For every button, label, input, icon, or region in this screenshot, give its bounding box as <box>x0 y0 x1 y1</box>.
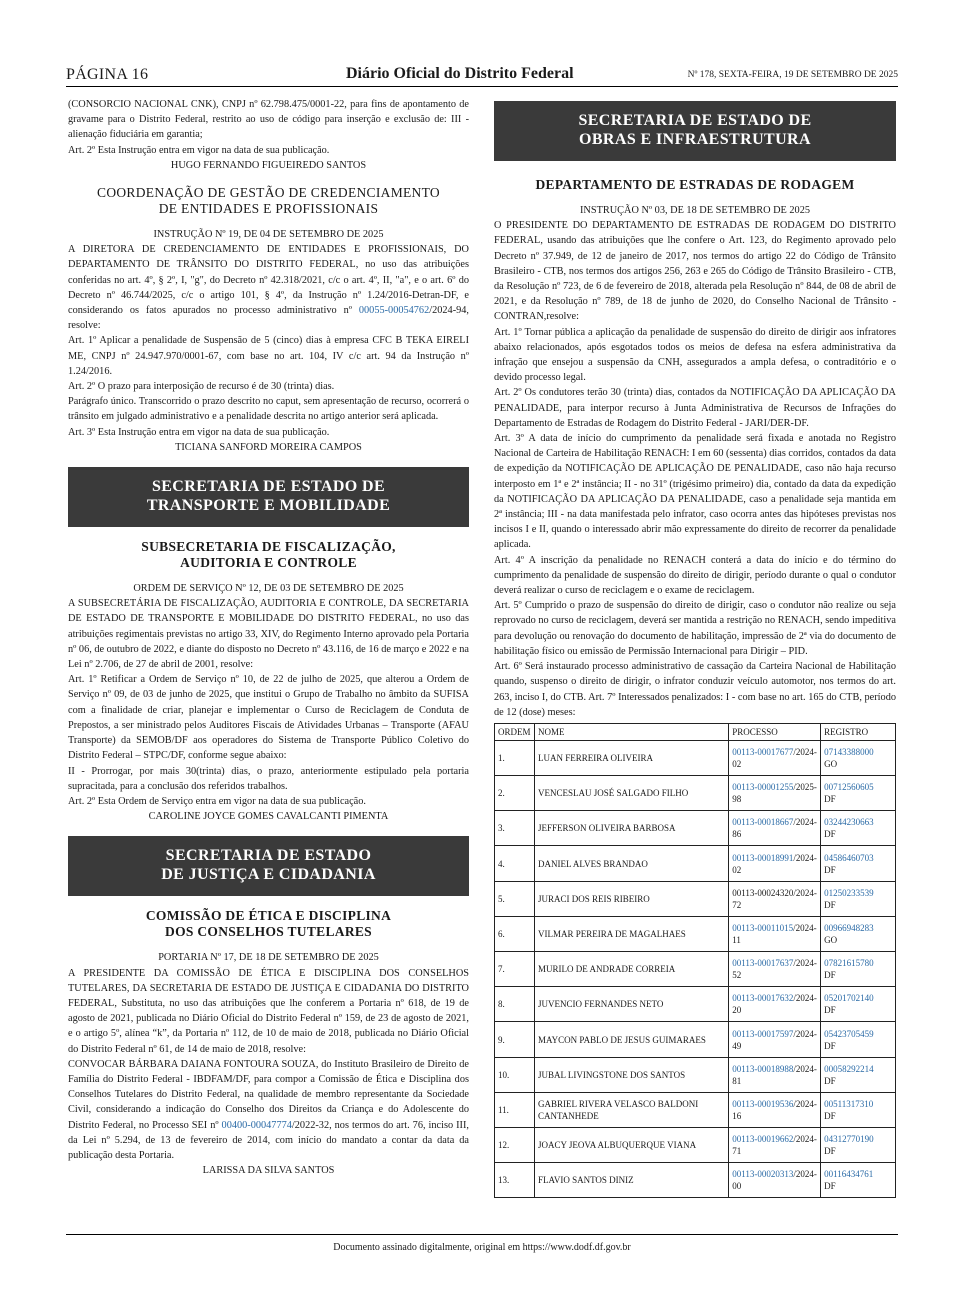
registry-cell: 00966948283 GO <box>821 916 896 951</box>
name-cell: MURILO DE ANDRADE CORREIA <box>534 952 728 987</box>
table-row <box>495 811 896 846</box>
name-cell: LUAN FERREIRA OLIVEIRA <box>534 740 728 775</box>
column-header: NOME <box>534 723 728 740</box>
registry-cell: 00116434761 DF <box>821 1163 896 1198</box>
page-header <box>66 64 898 87</box>
process-link[interactable]: 00113-00001255 <box>732 782 794 793</box>
table-header-row <box>495 723 896 740</box>
name-cell: VILMAR PEREIRA DE MAGALHAES <box>534 916 728 951</box>
process-cell: 00113-00019662/2024-71 <box>729 1127 821 1162</box>
order-cell: 9. <box>495 1022 535 1057</box>
registry-cell: 00058292214 DF <box>821 1057 896 1092</box>
order-cell: 2. <box>495 776 535 811</box>
column-header: ORDEM <box>495 723 535 740</box>
act-paragraph: CONVOCAR BÁRBARA DAIANA FONTOURA SOUZA, do Instituto Brasileiro de Direito de Família do Distrito Federal - IBDFAM/DF, para compor a Comissão de Ética e Disciplina dos Conselhos Tutelares do Distrito Federal, na qualidade de membro representante da Sociedade Civil, considerando a indicação do Conselho dos Direitos da Criança e do Adolescente do Distrito Federal, no Processo SEI nº 00400-00047774/2022-32, nos termos do art. 76, inciso III, da Lei nº 5.294, de 13 de fevereiro de 2014, com início do mandato a contar da data da publicação desta Portaria. <box>68 1058 469 1161</box>
registry-cell: 04312770190 DF <box>821 1127 896 1162</box>
registry-link[interactable]: 04312770190 <box>824 1134 874 1145</box>
process-link[interactable]: 00113-00017597 <box>732 1028 794 1039</box>
secretariat-banner-transporte: SECRETARIA DE ESTADO DE TRANSPORTE E MOBILIDADE <box>68 467 469 527</box>
registry-link[interactable]: 00058292214 <box>824 1063 874 1074</box>
intro-article: Art. 2º Esta Instrução entra em vigor na data de sua publicação. <box>68 144 330 156</box>
process-link[interactable]: 00113-00019536 <box>732 1098 794 1109</box>
column-header: PROCESSO <box>729 723 821 740</box>
registry-link[interactable]: 00116434761 <box>824 1169 874 1180</box>
page-number: PÁGINA 16 <box>66 66 149 83</box>
process-link[interactable]: 00113-00017637 <box>732 958 794 969</box>
process-link[interactable]: 00055-00054762 <box>358 305 430 317</box>
process-link[interactable]: 00113-00017632 <box>732 993 794 1004</box>
registry-cell: 00712560605 DF <box>821 776 896 811</box>
process-cell: 00113-00018988/2024-81 <box>729 1057 821 1092</box>
section-heading-coordenacao: COORDENAÇÃO DE GESTÃO DE CREDENCIAMENTO DE ENTIDADES E PROFISSIONAIS <box>97 185 440 217</box>
process-cell: 00113-00018667/2024-86 <box>729 811 821 846</box>
table-row <box>495 846 896 881</box>
table-row <box>495 1092 896 1127</box>
order-cell: 6. <box>495 916 535 951</box>
act-paragraph: Art. 3º Esta Instrução entra em vigor na data de sua publicação. <box>68 426 330 438</box>
table-row <box>495 1127 896 1162</box>
process-link[interactable]: 00400-00047774 <box>221 1119 292 1131</box>
table-row <box>495 881 896 916</box>
table-row <box>495 1163 896 1198</box>
act-paragraph: A PRESIDENTE DA COMISSÃO DE ÉTICA E DISCIPLINA DOS CONSELHOS TUTELARES, DA SECRETARIA DE ESTADO DE JUSTIÇA E CIDADANIA DO DISTRITO FEDERAL, Substituta, no uso das atribuições que lhe conferem a Portaria nº 618, de 19 de agosto de 2021, publicada no Diário Oficial do Distrito Federal nº 159, de 23 de agosto de 2021, e o artigo 5º, alínea “k”, da Portaria nº 112, de 10 de maio de 2018, publicada no Diário Oficial do Distrito Federal nº 61, de 14 de maio de 2018, resolve: <box>68 967 469 1055</box>
registry-cell: 04586460703 DF <box>821 846 896 881</box>
registry-link[interactable]: 01250233539 <box>824 887 874 898</box>
act-paragraph: II - Prorrogar, por mais 30(trinta) dias, o prazo, anteriormente estipulado pela portaria supracitada, para a conclusão dos referidos trabalhos. <box>68 765 469 792</box>
table-row <box>495 916 896 951</box>
process-link[interactable]: 00113-00018991 <box>732 852 794 863</box>
name-cell: DANIEL ALVES BRANDAO <box>534 846 728 881</box>
order-cell: 4. <box>495 846 535 881</box>
table-row <box>495 1057 896 1092</box>
name-cell: FLAVIO SANTOS DINIZ <box>534 1163 728 1198</box>
registry-cell: 05423705459 DF <box>821 1022 896 1057</box>
registry-cell: 03244230663 DF <box>821 811 896 846</box>
act-paragraph: Art. 3º A data de início do cumprimento da penalidade será fixada e anotada no Registro Nacional de Carteira de Habilitação RENACH: I em 60 (sessenta) dias corridos, contados da data de expedição da NOTIFICAÇÃO DE APLICAÇÃO DE PENALIDADE, caso não haja recurso interposto em 1ª e 2ª instância; II - no 31º (trigésimo primeiro) dia, contado da data da expedição da NOTIFICAÇÃO DA APLICAÇÃO DA PENALIDADE, caso a penalidade seja mantida em 2ª instância; III - na data manifestada pelo infrator, caso ocorra antes das hipóteses previstas nos incisos I e II, quando o interessado abrir mão expressamente do direito de recorrer da penalidade aplicada. <box>494 433 896 551</box>
act-paragraph: Art. 1º Aplicar a penalidade de Suspensão de 5 (cinco) dias à empresa CFC B TEKA EIRELI ME, CNPJ nº 24.947.970/0001-67, com base no art. 104, IV c/c art. 94 da Instrução nº 1.24/2016. <box>68 335 469 377</box>
act-paragraph: O PRESIDENTE DO DEPARTAMENTO DE ESTRADAS DE RODAGEM DO DISTRITO FEDERAL, usando das atribuições que lhe confere o Art. 123, do Regimento aprovado pelo Decreto nº 37.949, de 12 de janeiro de 2017, nos termos do artigo 22 do Código de Trânsito Brasileiro - CTB, nos termos dos artigos 256, 263 e 265 do Código de Trânsito Brasileiro - CTB, da Resolução nº 723, de 6 de fevereiro de 2018, alterada pela Resolução nº 844, de 08 de abril de 2021, e da Resolução nº 789, de 18 de junho de 2020, do Conselho Nacional de Trânsito - CONTRAN,resolve: <box>494 220 896 323</box>
order-cell: 10. <box>495 1057 535 1092</box>
act-title: PORTARIA Nº 17, DE 18 DE SETEMBRO DE 2025 <box>158 952 379 964</box>
intro-paragraph: (CONSORCIO NACIONAL CNK), CNPJ nº 62.798.475/0001-22, para fins de apontamento de gravame para o Distrito Federal, restrito ao uso de código para inserção e exclusão de: III - alienação fiduciária em garantia; <box>68 99 469 141</box>
section-heading-comissao: COMISSÃO DE ÉTICA E DISCIPLINA DOS CONSELHOS TUTELARES <box>145 908 392 940</box>
registry-cell: 05201702140 DF <box>821 987 896 1022</box>
registry-cell: 07143388000 GO <box>821 740 896 775</box>
act-paragraph: Parágrafo único. Transcorrido o prazo descrito no caput, sem apresentação de recurso, ocorrerá o trânsito em julgado administrativo e a penalidade descrita no artigo anterior será aplicada. <box>68 396 469 423</box>
process-cell: 00113-00018991/2024-02 <box>729 846 821 881</box>
secretariat-banner-justica: SECRETARIA DE ESTADO DE JUSTIÇA E CIDADANIA <box>68 836 469 896</box>
name-cell: JUVENCIO FERNANDES NETO <box>534 987 728 1022</box>
registry-cell: 01250233539 DF <box>821 881 896 916</box>
act-paragraph: Art. 4º A inscrição da penalidade no RENACH conterá a data do início e do término do cumprimento da penalidade de suspensão do direito de dirigir, período durante o qual o condutor deverá realizar o curso de reciclagem e o exame de reciclagem. <box>494 554 896 597</box>
order-cell: 7. <box>495 952 535 987</box>
penalized-table <box>494 723 896 1198</box>
name-cell: JUBAL LIVINGSTONE DOS SANTOS <box>534 1057 728 1092</box>
act-title: INSTRUÇÃO Nº 03, DE 18 DE SETEMBRO DE 2025 <box>579 205 810 216</box>
act-paragraph: Art. 2º O prazo para interposição de recurso é de 30 (trinta) dias. <box>68 381 335 393</box>
name-cell: VENCESLAU JOSÉ SALGADO FILHO <box>534 776 728 811</box>
secretariat-banner-obras: SECRETARIA DE ESTADO DE OBRAS E INFRAESTRUTURA <box>494 101 896 161</box>
registry-link[interactable]: 05201702140 <box>824 993 874 1004</box>
name-cell: JEFFERSON OLIVEIRA BARBOSA <box>534 811 728 846</box>
registry-link[interactable]: 07821615780 <box>824 958 874 969</box>
act-title: ORDEM DE SERVIÇO Nº 12, DE 03 DE SETEMBRO DE 2025 <box>133 583 404 595</box>
name-cell: JURACI DOS REIS RIBEIRO <box>534 881 728 916</box>
process-cell: 00113-00024320/2024-72 <box>729 881 821 916</box>
column-header: REGISTRO <box>821 723 896 740</box>
process-cell: 00113-00017637/2024-52 <box>729 952 821 987</box>
act-paragraph: Art. 1º Retificar a Ordem de Serviço nº 10, de 22 de julho de 2025, que alterou a Ordem de Serviço nº 09, de 03 de junho de 2025, que institui o Grupo de Trabalho no âmbito da SUFISA com a finalidade de criar, planejar e implementar o Curso de Reciclagem de Conduta de Prepostos, a ser ministrado pelos Auditores Fiscais de Atividades Urbanas – Transporte (AFAU Transporte) da SEMOB/DF aos operadores do Sistema de Transporte Público Coletivo do Distrito Federal – STPC/DF, conforme segue abaixo: <box>68 674 469 762</box>
act-paragraph: A DIRETORA DE CREDENCIAMENTO DE ENTIDADES E PROFISSIONAIS, DO DEPARTAMENTO DE TRÂNSITO DO DISTRITO FEDERAL, no uso das atribuições conferidas no art. 4º, § 2º, I, "g", do Decreto nº 42.318/2021, c/c o art. 4º, II, "a", e o art. 6º do Decreto nº 46.744/2025, c/c o artigo 101, § 4º, da Instrução nº 1.24/2016-Detran-DF, e considerando os fatos apurados no processo administrativo nº 00055-00054762/2024-94, resolve: <box>68 244 469 332</box>
process-link[interactable]: 00113-00018988 <box>732 1063 794 1074</box>
table-row <box>495 776 896 811</box>
registry-cell: 00511317310 DF <box>821 1092 896 1127</box>
process-link[interactable]: 00113-00020313 <box>732 1169 794 1180</box>
page-footer <box>66 1234 898 1253</box>
name-cell: GABRIEL RIVERA VELASCO BALDONI CANTANHEDE <box>534 1092 728 1127</box>
process-cell: 00113-00020313/2024-00 <box>729 1163 821 1198</box>
table-row <box>495 987 896 1022</box>
registry-link[interactable]: 07143388000 <box>824 747 874 757</box>
footer-note: Documento assinado digitalmente, original em https://www.dodf.df.gov.br <box>333 1242 631 1253</box>
publication-title: Diário Oficial do Distrito Federal <box>346 65 574 82</box>
act-paragraph: A SUBSECRETÁRIA DE FISCALIZAÇÃO, AUDITORIA E CONTROLE, DA SECRETARIA DE ESTADO DE TRANSPORTE E MOBILIDADE DO DISTRITO FEDERAL, no uso das atribuições regimentais previstas no artigo 33, XIV, do Regimento Interno aprovado pela Portaria nº 06, de outubro de 2022, e diante do disposto no Decreto nº 43.116, de 16 de março e 2022 e na Lei nº 2.706, de 27 de abril de 2001, resolve: <box>68 598 469 671</box>
act-paragraph: Art. 2º Os condutores terão 30 (trinta) dias, contados da NOTIFICAÇÃO DA APLICAÇÃO DA PENALIDADE, para interpor recurso à Junta Administrativa de Recursos de Infrações do Departamento de Estradas de Rodagem do Distrito Federal - JARI/DER-DF. <box>494 387 896 429</box>
process-link[interactable]: 00113-00017677 <box>732 747 794 757</box>
table-row <box>495 1022 896 1057</box>
process-cell: 00113-00017677/2024-02 <box>729 740 821 775</box>
order-cell: 13. <box>495 1163 535 1198</box>
name-cell: MAYCON PABLO DE JESUS GUIMARAES <box>534 1022 728 1057</box>
process-cell: 00113-00011015/2024-11 <box>729 916 821 951</box>
table-row <box>495 952 896 987</box>
registry-link[interactable]: 00511317310 <box>824 1098 874 1109</box>
registry-link[interactable]: 04586460703 <box>824 852 874 863</box>
process-cell: 00113-00001255/2025-98 <box>729 776 821 811</box>
left-column <box>68 97 469 1178</box>
act-paragraph: Art. 6º Será instaurado processo administrativo de cassação da Carteira Nacional de Habilitação quando, suspenso o direito de dirigir, o infrator conduzir veículo automotor, nos termos do art. 263, inciso I, do CTB. Art. 7º Interessados penalizados: I - com base no art. 165 do CTB, período de 12 (dose) meses: <box>494 661 896 718</box>
process-link[interactable]: 00113-00011015 <box>732 922 794 933</box>
edition-info: Nº 178, SEXTA-FEIRA, 19 DE SETEMBRO DE 2025 <box>687 70 898 80</box>
registry-link[interactable]: 00712560605 <box>824 782 874 793</box>
order-cell: 11. <box>495 1092 535 1127</box>
name-cell: JOACY JEOVA ALBUQUERQUE VIANA <box>534 1127 728 1162</box>
process-cell: 00113-00017597/2024-49 <box>729 1022 821 1057</box>
process-link[interactable]: 00113-00018667 <box>732 817 794 828</box>
signature: LARISSA DA SILVA SANTOS <box>202 1165 335 1177</box>
process-cell: 00113-00017632/2024-20 <box>729 987 821 1022</box>
order-cell: 12. <box>495 1127 535 1162</box>
registry-cell: 07821615780 DF <box>821 952 896 987</box>
signature: CAROLINE JOYCE GOMES CAVALCANTI PIMENTA <box>148 811 389 823</box>
registry-link[interactable]: 00966948283 <box>824 922 874 933</box>
order-cell: 8. <box>495 987 535 1022</box>
act-paragraph: Art. 1º Tornar pública a aplicação da penalidade de suspensão do direito de dirigir aos infratores abaixo relacionados, após esgotados todos os meios de defesa na esfera administrativa da infração que ensejou a suspensão da CNH, assegurados a ampla defesa, o contraditório e o devido processo legal. <box>494 326 896 384</box>
signature: HUGO FERNANDO FIGUEIREDO SANTOS <box>170 159 367 171</box>
table-body <box>495 740 896 1197</box>
section-heading-der: DEPARTAMENTO DE ESTRADAS DE RODAGEM <box>535 177 855 192</box>
act-paragraph: Art. 2º Esta Ordem de Serviço entra em vigor na data de sua publicação. <box>68 795 366 807</box>
act-paragraph: Art. 5º Cumprido o prazo de suspensão do direito de dirigir, caso o condutor não realize ou seja reprovado no curso de reciclagem, deverá ser mantida a restrição no RENACH, sendo impeditiva para devolução ou renovação do documento de habilitação, impressão de 2ª via do documento de habilitação físico ou emissão de Permissão Internacional para Dirigir – PID. <box>494 600 896 657</box>
order-cell: 3. <box>495 811 535 846</box>
order-cell: 1. <box>495 740 535 775</box>
section-heading-subsecretaria: SUBSECRETARIA DE FISCALIZAÇÃO, AUDITORIA E CONTROLE <box>141 539 396 571</box>
right-column <box>494 97 896 1198</box>
order-cell: 5. <box>495 881 535 916</box>
registry-link[interactable]: 05423705459 <box>824 1028 874 1039</box>
process-link[interactable]: 00113-00019662 <box>732 1134 794 1145</box>
act-title: INSTRUÇÃO Nº 19, DE 04 DE SETEMBRO DE 2025 <box>153 229 384 241</box>
process-cell: 00113-00019536/2024-16 <box>729 1092 821 1127</box>
table-row <box>495 740 896 775</box>
signature: TICIANA SANFORD MOREIRA CAMPOS <box>175 441 362 453</box>
registry-link[interactable]: 03244230663 <box>824 817 874 828</box>
